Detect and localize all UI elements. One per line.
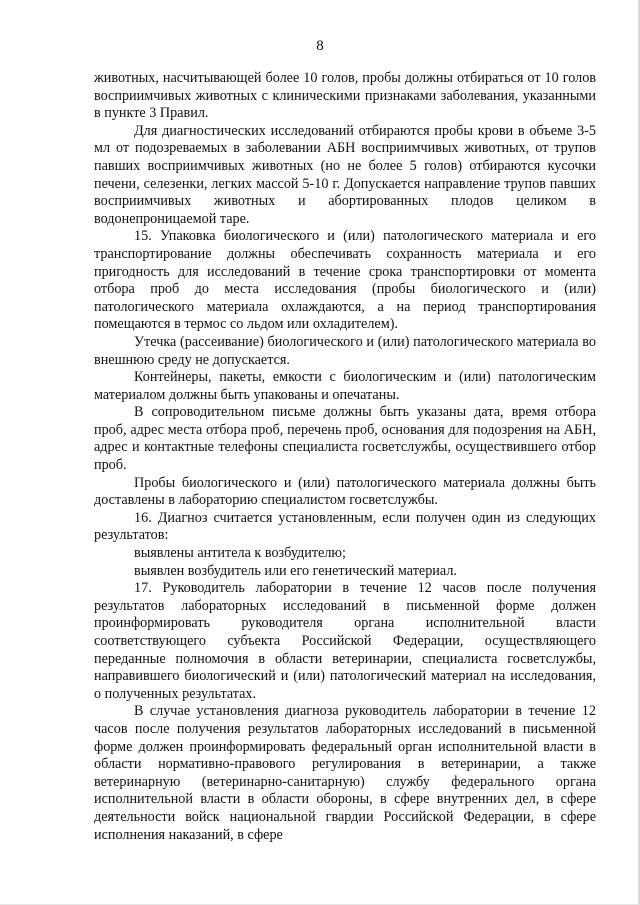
paragraph-containers: Контейнеры, пакеты, емкости с биологическим и (или) патологическим материалом должны быть упакованы и опечатаны.: [94, 369, 596, 403]
page-number: 8: [316, 38, 324, 54]
document-body: [94, 70, 596, 844]
paragraph-diagnosis-established: В случае установления диагноза руководитель лаборатории в течение 12 часов после получения результатов лабораторных исследований в письменной форме должен проинформировать федеральный орган исполнительной власти в области нормативно-правового регулирования в ветеринарии, а также ветеринарную (ветеринарно-санитарную) службу федерального органа исполнительной власти в области обороны, в сфере внутренних дел, в сфере деятельности войск национальной гвардии Российской Федерации, в сфере исполнения наказаний, в сфере: [94, 703, 596, 843]
paragraph-continuation: животных, насчитывающей более 10 голов, пробы должны отбираться от 10 голов восприимчивых животных с клиническими признаками заболевания, указанными в пункте 3 Правил.: [94, 70, 596, 122]
paragraph-diagnostic-samples: Для диагностических исследований отбираются пробы крови в объеме 3-5 мл от подозреваемых в заболевании АБН восприимчивых животных, от трупов павших восприимчивых животных (но не более 5 голов) отбираются кусочки печени, селезенки, легких массой 5-10 г. Допускается направление трупов павших восприимчивых животных и абортированных плодов целиком в водонепроницаемой таре.: [94, 122, 596, 227]
paragraph-delivery: Пробы биологического и (или) патологического материала должны быть доставлены в лабораторию специалистом госветслужбы.: [94, 474, 596, 509]
paragraph-item-16-diagnosis: 16. Диагноз считается установленным, если получен один из следующих результатов:: [94, 509, 596, 544]
paragraph-leakage: Утечка (рассеивание) биологического и (или) патологического материала во внешнюю среду не допускается.: [94, 333, 596, 368]
paragraph-item-15-packaging: 15. Упаковка биологического и (или) патологического материала и его транспортирование должны обеспечивать сохранность материала и его пригодность для исследований в течение срока транспортировки от момента отбора проб до места исследования (пробы биологического и (или) патологического материала охлаждаются, а на период транспортирования помещаются в термос со льдом или охладителем).: [94, 228, 596, 333]
list-item-antibodies: выявлены антитела к возбудителю;: [134, 545, 346, 562]
list-item-pathogen: выявлен возбудитель или его генетический материал.: [134, 562, 457, 579]
paragraph-cover-letter: В сопроводительном письме должны быть указаны дата, время отбора проб, адрес места отбора проб, перечень проб, основания для подозрения на АБН, адрес и контактные телефоны специалиста госветслужбы, осуществившего отбор проб.: [94, 404, 596, 474]
paragraph-item-17-notification: 17. Руководитель лаборатории в течение 12 часов после получения результатов лабораторных исследований в письменной форме должен проинформировать руководителя органа исполнительной власти соответствующего субъекта Российской Федерации, осуществляющего переданные полномочия в области ветеринарии, специалиста госветслужбы, направившего биологический и (или) патологический материал на исследования, о полученных результатах.: [94, 580, 596, 702]
